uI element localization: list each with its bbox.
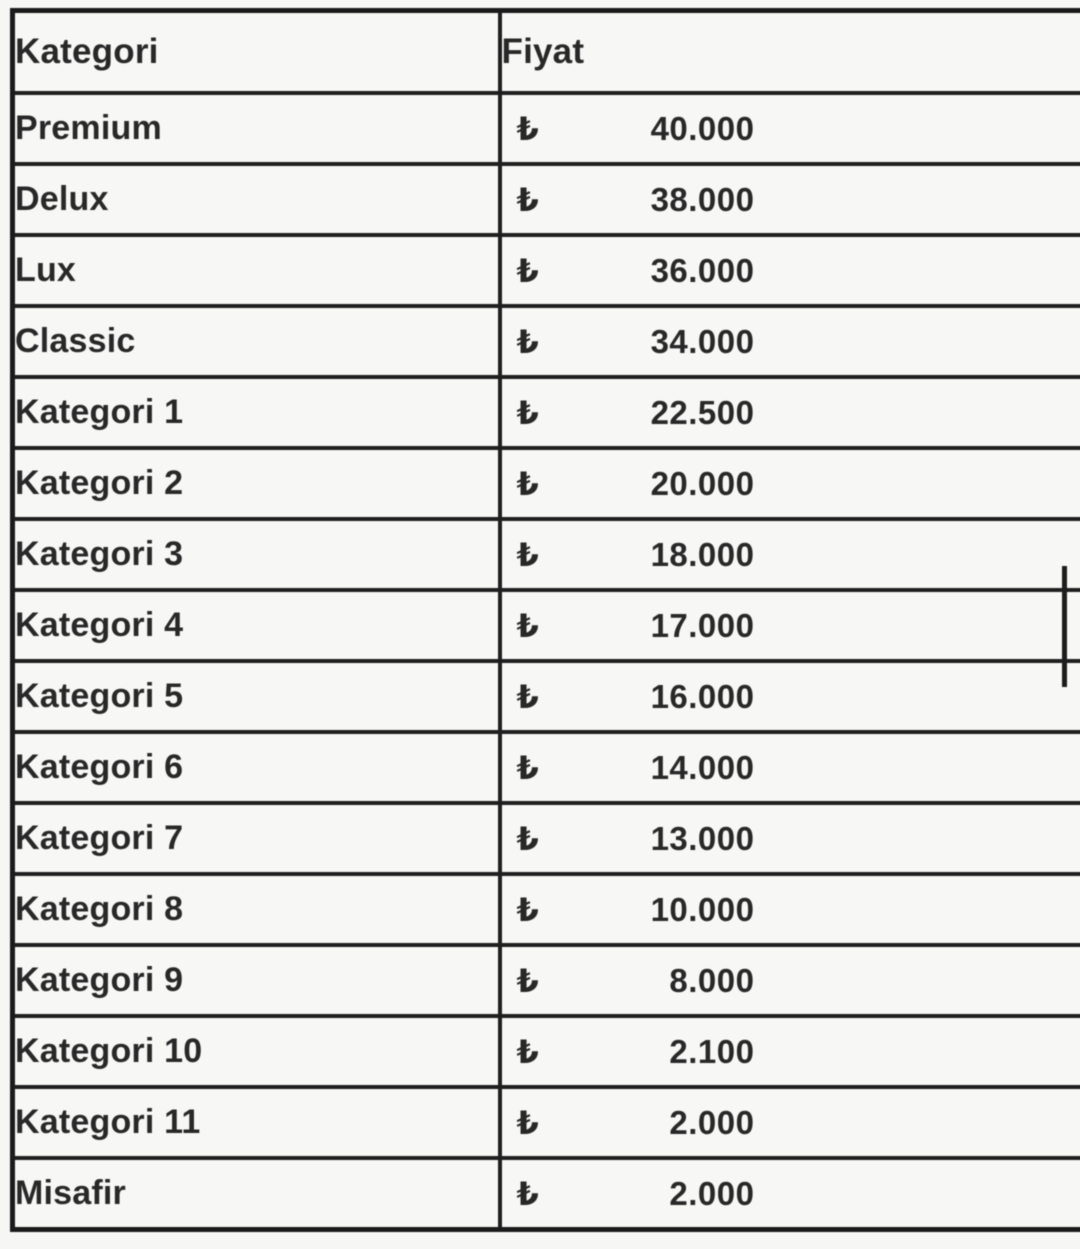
column-header-fiyat: Fiyat xyxy=(500,11,1080,94)
price-value: 2.000 xyxy=(669,1174,755,1212)
price-value: 16.000 xyxy=(650,677,755,715)
price-cell xyxy=(500,93,1080,164)
table-row xyxy=(13,803,1080,874)
price-cell xyxy=(500,732,1080,803)
table-row xyxy=(13,306,1080,377)
lira-currency-symbol: ₺ xyxy=(516,110,539,147)
price-cell xyxy=(500,1087,1080,1158)
category-cell: Kategori 5 xyxy=(13,661,500,732)
price-cell xyxy=(500,519,1080,590)
table-row xyxy=(13,945,1080,1016)
lira-currency-symbol: ₺ xyxy=(516,607,539,644)
price-value: 14.000 xyxy=(650,748,755,786)
price-cell xyxy=(500,945,1080,1016)
price-value: 20.000 xyxy=(650,464,755,502)
category-cell: Kategori 7 xyxy=(13,803,500,874)
category-cell: Kategori 6 xyxy=(13,732,500,803)
lira-currency-symbol: ₺ xyxy=(516,678,539,715)
lira-currency-symbol: ₺ xyxy=(516,820,539,857)
price-cell xyxy=(500,803,1080,874)
category-cell: Kategori 10 xyxy=(13,1016,500,1087)
category-cell: Kategori 9 xyxy=(13,945,500,1016)
price-cell xyxy=(500,661,1080,732)
lira-currency-symbol: ₺ xyxy=(516,749,539,786)
lira-currency-symbol: ₺ xyxy=(516,1033,539,1070)
price-cell xyxy=(500,306,1080,377)
price-value: 2.000 xyxy=(669,1103,755,1141)
column-header-kategori: Kategori xyxy=(13,11,500,94)
price-value: 10.000 xyxy=(650,890,755,928)
category-cell: Kategori 4 xyxy=(13,590,500,661)
lira-currency-symbol: ₺ xyxy=(516,891,539,928)
lira-currency-symbol: ₺ xyxy=(516,323,539,360)
category-cell: Misafir xyxy=(13,1158,500,1230)
table-row xyxy=(13,519,1080,590)
price-cell xyxy=(500,1158,1080,1230)
price-cell xyxy=(500,1016,1080,1087)
category-cell: Kategori 1 xyxy=(13,377,500,448)
table-row xyxy=(13,1016,1080,1087)
lira-currency-symbol: ₺ xyxy=(516,536,539,573)
price-cell xyxy=(500,235,1080,306)
lira-currency-symbol: ₺ xyxy=(516,1104,539,1141)
category-cell: Kategori 8 xyxy=(13,874,500,945)
price-cell xyxy=(500,164,1080,235)
lira-currency-symbol: ₺ xyxy=(516,465,539,502)
table-row xyxy=(13,1158,1080,1230)
category-cell: Lux xyxy=(13,235,500,306)
lira-currency-symbol: ₺ xyxy=(516,962,539,999)
price-value: 36.000 xyxy=(650,251,755,289)
category-cell: Classic xyxy=(13,306,500,377)
price-cell xyxy=(500,590,1080,661)
price-table-region xyxy=(10,8,1080,1232)
price-cell xyxy=(500,448,1080,519)
table-row xyxy=(13,732,1080,803)
price-value: 38.000 xyxy=(650,180,755,218)
table-row xyxy=(13,590,1080,661)
price-value: 17.000 xyxy=(650,606,755,644)
price-value: 22.500 xyxy=(650,393,755,431)
price-value: 2.100 xyxy=(669,1032,755,1070)
price-value: 18.000 xyxy=(650,535,755,573)
price-value: 13.000 xyxy=(650,819,755,857)
table-row xyxy=(13,235,1080,306)
category-cell: Kategori 3 xyxy=(13,519,500,590)
lira-currency-symbol: ₺ xyxy=(516,252,539,289)
category-cell: Premium xyxy=(13,93,500,164)
price-value: 8.000 xyxy=(669,961,755,999)
price-cell xyxy=(500,874,1080,945)
table-row xyxy=(13,164,1080,235)
table-row xyxy=(13,874,1080,945)
table-row xyxy=(13,377,1080,448)
category-cell: Kategori 2 xyxy=(13,448,500,519)
table-row xyxy=(13,93,1080,164)
price-value: 40.000 xyxy=(650,109,755,147)
lira-currency-symbol: ₺ xyxy=(516,1175,539,1212)
lira-currency-symbol: ₺ xyxy=(516,181,539,218)
price-value: 34.000 xyxy=(650,322,755,360)
table-right-border-fragment xyxy=(1062,566,1067,687)
price-cell xyxy=(500,377,1080,448)
table-row xyxy=(13,661,1080,732)
table-header-row xyxy=(13,11,1080,94)
category-cell: Kategori 11 xyxy=(13,1087,500,1158)
lira-currency-symbol: ₺ xyxy=(516,394,539,431)
category-cell: Delux xyxy=(13,164,500,235)
table-row xyxy=(13,1087,1080,1158)
table-row xyxy=(13,448,1080,519)
price-table xyxy=(10,8,1080,1232)
